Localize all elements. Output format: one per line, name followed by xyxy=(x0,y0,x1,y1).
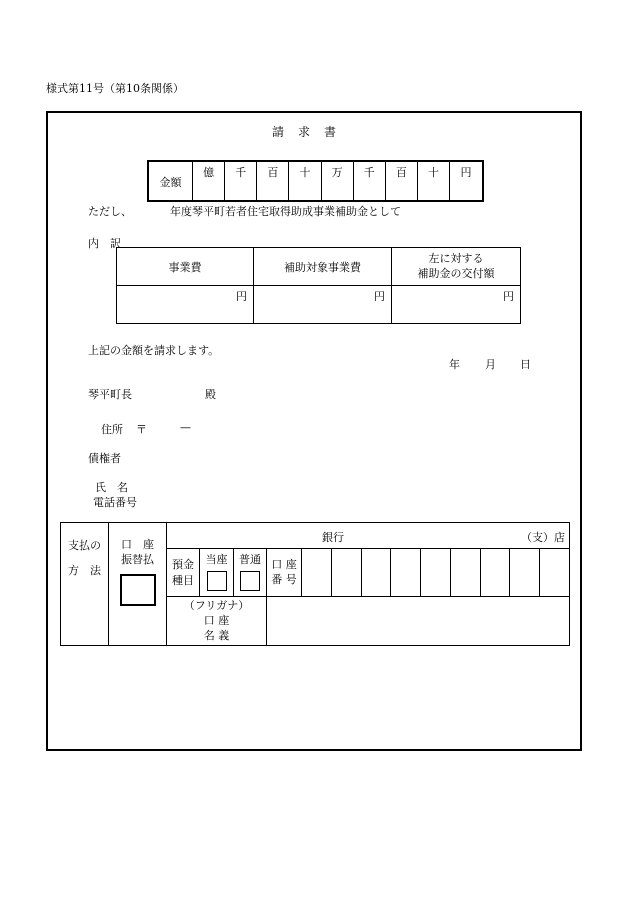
current-account-label: 当座 xyxy=(205,553,228,566)
phone-label: 電話番号 xyxy=(93,496,137,509)
account-name-label-2: 名 義 xyxy=(203,628,230,642)
project-cost-cell[interactable]: 円 xyxy=(117,286,254,324)
deposit-type-label-2: 種目 xyxy=(172,573,194,587)
header-project-cost: 事業費 xyxy=(117,248,254,286)
transfer-label-2: 振替払 xyxy=(121,553,154,567)
form-number: 様式第11号（第10条関係） xyxy=(46,82,184,95)
date-day: 日 xyxy=(520,358,531,371)
purpose-text: 年度琴平町若者住宅取得助成事業補助金として xyxy=(170,205,401,218)
amount-unit[interactable]: 千 xyxy=(353,161,385,201)
addressee-name: 琴平町長 xyxy=(88,388,132,401)
payment-method-cell xyxy=(61,523,109,646)
creditor-label: 債権者 xyxy=(88,452,121,465)
account-number-label-1: 口 座 xyxy=(271,558,297,571)
account-digit-cell[interactable] xyxy=(302,549,332,597)
amount-unit[interactable]: 十 xyxy=(289,161,321,201)
amount-unit[interactable]: 円 xyxy=(450,161,484,201)
account-digit-cell[interactable] xyxy=(331,549,361,597)
current-account-checkbox[interactable] xyxy=(207,571,227,591)
furigana-label: （フリガナ） xyxy=(183,599,250,612)
form-title: 請 求 書 xyxy=(272,125,338,139)
account-number-label-2: 番 号 xyxy=(271,573,297,587)
transfer-label-1: 口 座 xyxy=(121,538,154,551)
payment-method-label-1: 支払の xyxy=(68,539,101,552)
name-label: 氏 名 xyxy=(95,481,128,494)
amount-label: 金額 xyxy=(148,161,193,201)
date-month: 月 xyxy=(485,358,496,371)
account-digit-cell[interactable] xyxy=(540,549,570,597)
header-eligible-cost: 補助対象事業費 xyxy=(254,248,392,286)
account-digit-cell[interactable] xyxy=(450,549,480,597)
addressee-honorific: 殿 xyxy=(205,388,216,401)
payment-method-label-2: 方 法 xyxy=(68,564,101,578)
account-digit-cell[interactable] xyxy=(391,549,421,597)
account-number-label-cell xyxy=(267,549,302,597)
amount-unit[interactable]: 百 xyxy=(257,161,289,201)
breakdown-label: 内 訳 xyxy=(88,237,121,250)
current-account-cell[interactable] xyxy=(200,549,234,597)
account-digit-cell[interactable] xyxy=(480,549,510,597)
account-digit-cell[interactable] xyxy=(421,549,451,597)
amount-unit[interactable]: 千 xyxy=(225,161,257,201)
address-label: 住所 xyxy=(101,423,123,436)
ordinary-account-checkbox[interactable] xyxy=(240,571,260,591)
amount-unit[interactable]: 億 xyxy=(193,161,225,201)
amount-table xyxy=(147,160,484,202)
account-name-label-cell xyxy=(167,597,267,646)
transfer-checkbox[interactable] xyxy=(120,574,156,606)
breakdown-table xyxy=(116,247,521,324)
deposit-type-label-1: 預金 xyxy=(172,558,194,572)
ordinary-account-cell[interactable] xyxy=(234,549,267,597)
postal-dash: — xyxy=(180,421,191,434)
bank-label: 銀行 xyxy=(322,531,344,544)
deposit-type-cell xyxy=(167,549,200,597)
amount-unit[interactable]: 百 xyxy=(385,161,417,201)
grant-amount-cell[interactable]: 円 xyxy=(392,286,521,324)
postal-mark: 〒 xyxy=(136,423,147,436)
transfer-cell xyxy=(109,523,167,646)
header-grant-amount: 左に対する 補助金の交付額 xyxy=(392,248,521,286)
amount-unit[interactable]: 万 xyxy=(321,161,353,201)
purpose-prefix: ただし、 xyxy=(88,205,132,218)
date-year: 年 xyxy=(449,358,460,371)
account-name-field[interactable] xyxy=(267,597,570,646)
eligible-cost-cell[interactable]: 円 xyxy=(254,286,392,324)
branch-label: （支）店 xyxy=(521,531,565,544)
ordinary-account-label: 普通 xyxy=(239,553,261,566)
amount-unit[interactable]: 十 xyxy=(417,161,449,201)
account-name-label-1: 口 座 xyxy=(203,613,230,627)
bank-row[interactable] xyxy=(167,523,570,549)
payment-table xyxy=(60,522,570,646)
account-digit-cell[interactable] xyxy=(361,549,391,597)
account-digit-cell[interactable] xyxy=(510,549,540,597)
request-text: 上記の金額を請求します。 xyxy=(88,344,220,357)
